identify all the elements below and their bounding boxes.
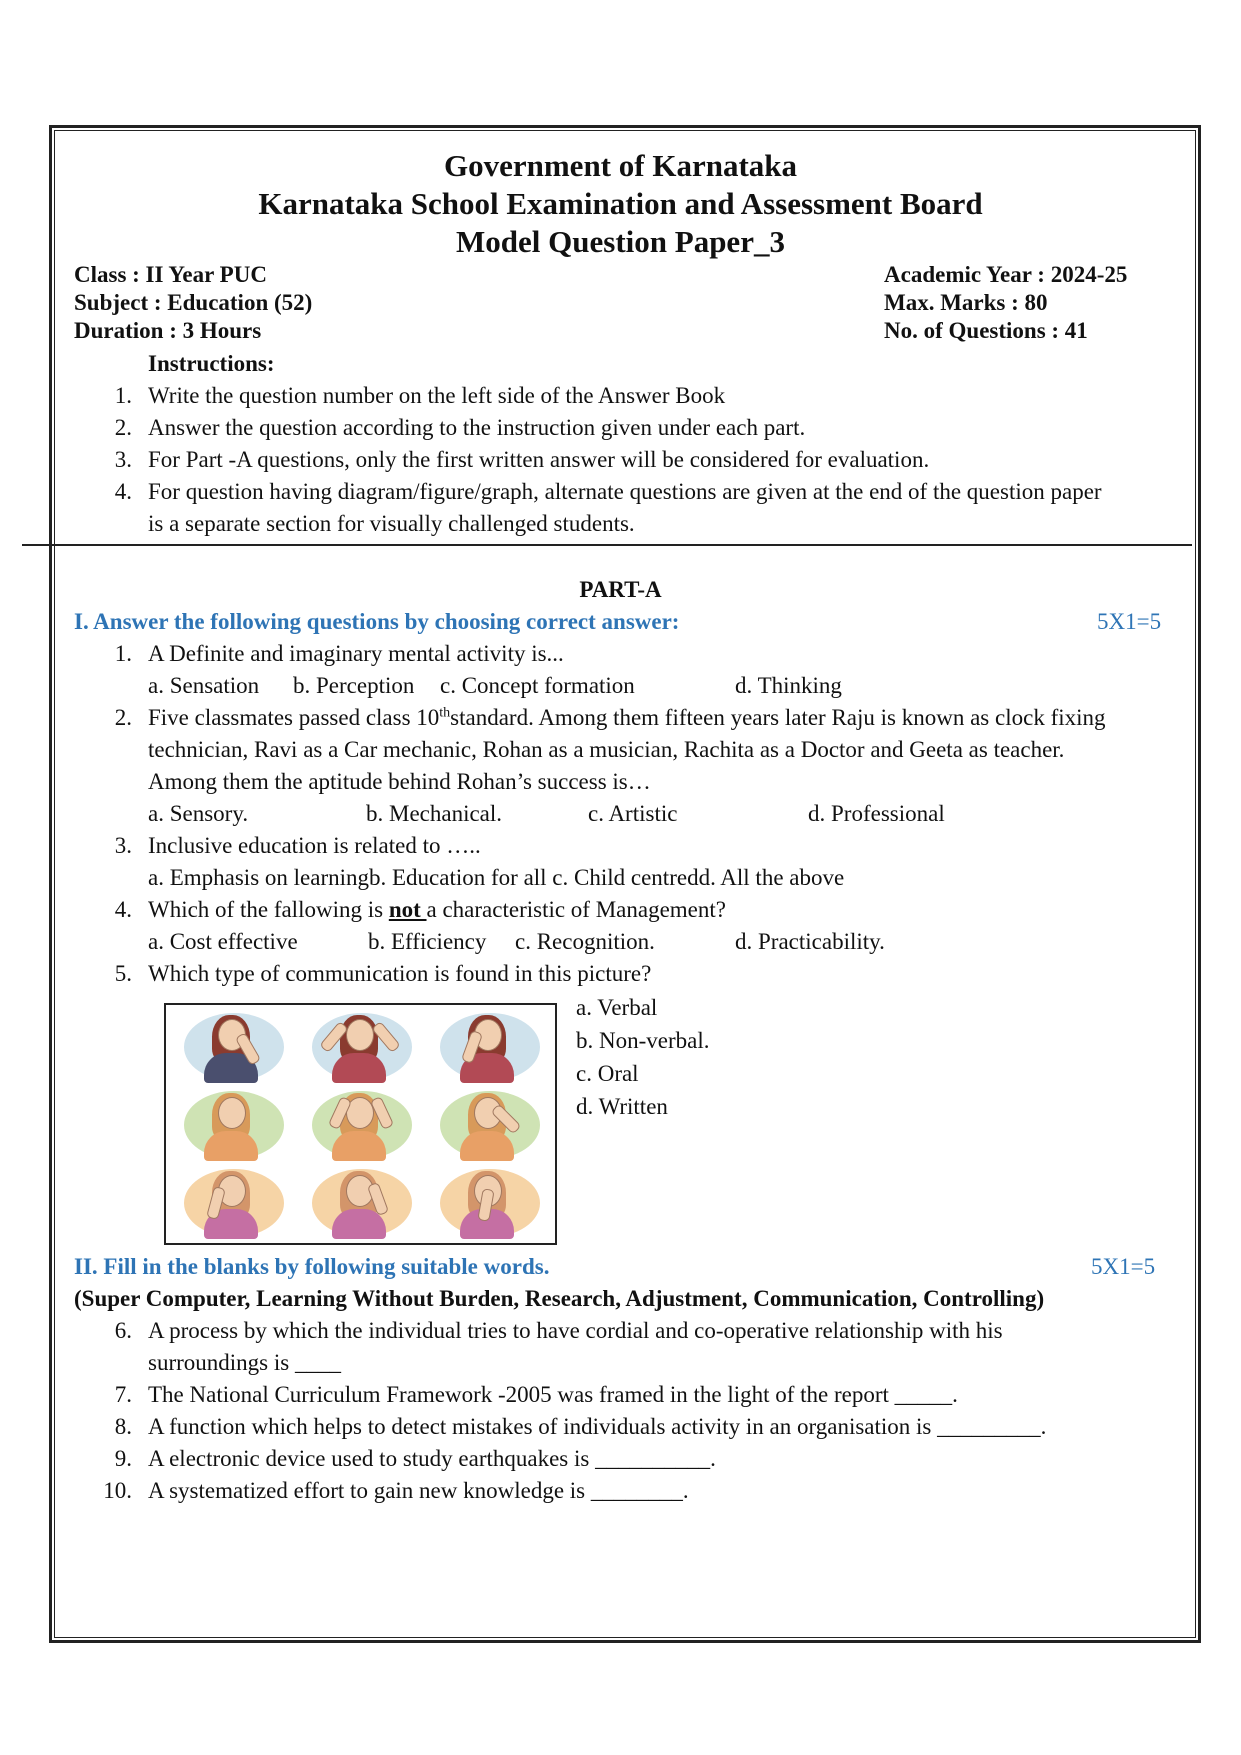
question-5-option-b: b. Non-verbal.: [576, 1028, 710, 1053]
question-1-text: A Definite and imaginary mental activity is...: [148, 641, 564, 666]
question-3-text: Inclusive education is related to …..: [148, 833, 481, 858]
meta-max-marks: Max. Marks : 80: [884, 290, 1048, 315]
question-6-line-1: A process by which the individual tries to have cordial and co-operative relationship with his: [148, 1318, 1003, 1343]
question-number: 8.: [114, 1414, 132, 1439]
question-2-option-b: b. Mechanical.: [366, 801, 503, 826]
question-9-text: A electronic device used to study earthquakes is __________.: [148, 1446, 716, 1471]
instruction-number: 4.: [114, 479, 132, 504]
question-number: 9.: [114, 1446, 132, 1471]
meta-num-questions: No. of Questions : 41: [884, 318, 1088, 343]
communication-picture: [164, 1003, 557, 1245]
section-2-title: II. Fill in the blanks by following suitable words.: [74, 1254, 550, 1279]
gesture-figure: [174, 1011, 294, 1083]
question-4-option-c: c. Recognition.: [515, 929, 655, 954]
question-6-line-2: surroundings is ____: [148, 1350, 341, 1375]
question-2-line-3: Among them the aptitude behind Rohan’s success is…: [148, 769, 651, 794]
instruction-number: 1.: [114, 383, 132, 408]
word-bank: (Super Computer, Learning Without Burden, Research, Adjustment, Communication, Controlling): [74, 1286, 1045, 1311]
question-4-option-a: a. Cost effective: [148, 929, 298, 954]
question-1-option-a: a. Sensation: [148, 673, 260, 698]
gesture-figure: [174, 1167, 294, 1239]
instruction-number: 3.: [114, 447, 132, 472]
question-2-option-a: a. Sensory.: [148, 801, 249, 826]
question-1-option-c: c. Concept formation: [440, 673, 635, 698]
question-7-text: The National Curriculum Framework -2005 was framed in the light of the report _____.: [148, 1382, 958, 1407]
gesture-figure: [302, 1167, 422, 1239]
question-2-line-2: technician, Ravi as a Car mechanic, Rohan as a musician, Rachita as a Doctor and Geeta as teacher.: [148, 737, 1065, 762]
question-2-option-d: d. Professional: [808, 801, 945, 826]
question-number: 5.: [114, 961, 132, 986]
question-5-option-a: a. Verbal: [576, 995, 658, 1020]
meta-academic-year: Academic Year : 2024-25: [884, 262, 1128, 287]
question-4-option-b: b. Efficiency: [368, 929, 487, 954]
section-1-title: I. Answer the following questions by choosing correct answer:: [74, 609, 680, 634]
instruction-item: Answer the question according to the instruction given under each part.: [148, 415, 806, 440]
meta-duration: Duration : 3 Hours: [74, 318, 262, 343]
gesture-figure: [430, 1167, 550, 1239]
question-number: 4.: [114, 897, 132, 922]
header-board: Karnataka School Examination and Assessment Board: [258, 186, 983, 221]
question-1-option-b: b. Perception: [293, 673, 415, 698]
question-number: 7.: [114, 1382, 132, 1407]
question-number: 3.: [114, 833, 132, 858]
question-10-text: A systematized effort to gain new knowledge is ________.: [148, 1478, 689, 1503]
question-8-text: A function which helps to detect mistakes of individuals activity in an organisation is _________.: [148, 1414, 1047, 1439]
question-4-option-d: d. Practicability.: [735, 929, 885, 954]
question-1-option-d: d. Thinking: [735, 673, 842, 698]
instruction-item: For Part -A questions, only the first written answer will be considered for evaluation.: [148, 447, 930, 472]
instruction-item: Write the question number on the left side of the Answer Book: [148, 383, 726, 408]
question-number: 6.: [114, 1318, 132, 1343]
instruction-item-continued: is a separate section for visually challenged students.: [148, 511, 635, 536]
section-2-marks: 5X1=5: [1091, 1254, 1156, 1279]
question-5-option-c: c. Oral: [576, 1061, 639, 1086]
instruction-number: 2.: [114, 415, 132, 440]
question-3-options: a. Emphasis on learningb. Education for all c. Child centredd. All the above: [148, 865, 845, 890]
question-2-option-c: c. Artistic: [588, 801, 678, 826]
meta-subject: Subject : Education (52): [74, 290, 313, 315]
header-paper-title: Model Question Paper_3: [456, 224, 785, 259]
question-number: 1.: [114, 641, 132, 666]
meta-class: Class : II Year PUC: [74, 262, 267, 287]
question-number: 10.: [103, 1478, 132, 1503]
instruction-item: For question having diagram/figure/graph, alternate questions are given at the end of the question paper: [148, 479, 1102, 504]
section-1-marks: 5X1=5: [1097, 609, 1162, 634]
emphasis-not: not: [388, 897, 427, 922]
question-number: 2.: [114, 705, 132, 730]
gesture-figure: [302, 1089, 422, 1161]
part-a-heading: PART-A: [579, 577, 662, 602]
gesture-figure: [430, 1089, 550, 1161]
question-5-text: Which type of communication is found in this picture?: [148, 961, 652, 986]
gesture-figure: [174, 1089, 294, 1161]
question-4-text: Which of the fallowing is not a characteristic of Management?: [148, 897, 726, 922]
gesture-figure: [302, 1011, 422, 1083]
question-5-option-d: d. Written: [576, 1094, 668, 1119]
instructions-heading: Instructions:: [148, 351, 275, 376]
section-divider: [22, 544, 1192, 546]
question-2-line-1: Five classmates passed class 10thstandard. Among them fifteen years later Raju is known as clock fixing: [148, 705, 1106, 730]
header-government: Government of Karnataka: [443, 148, 798, 183]
gesture-figure: [430, 1011, 550, 1083]
